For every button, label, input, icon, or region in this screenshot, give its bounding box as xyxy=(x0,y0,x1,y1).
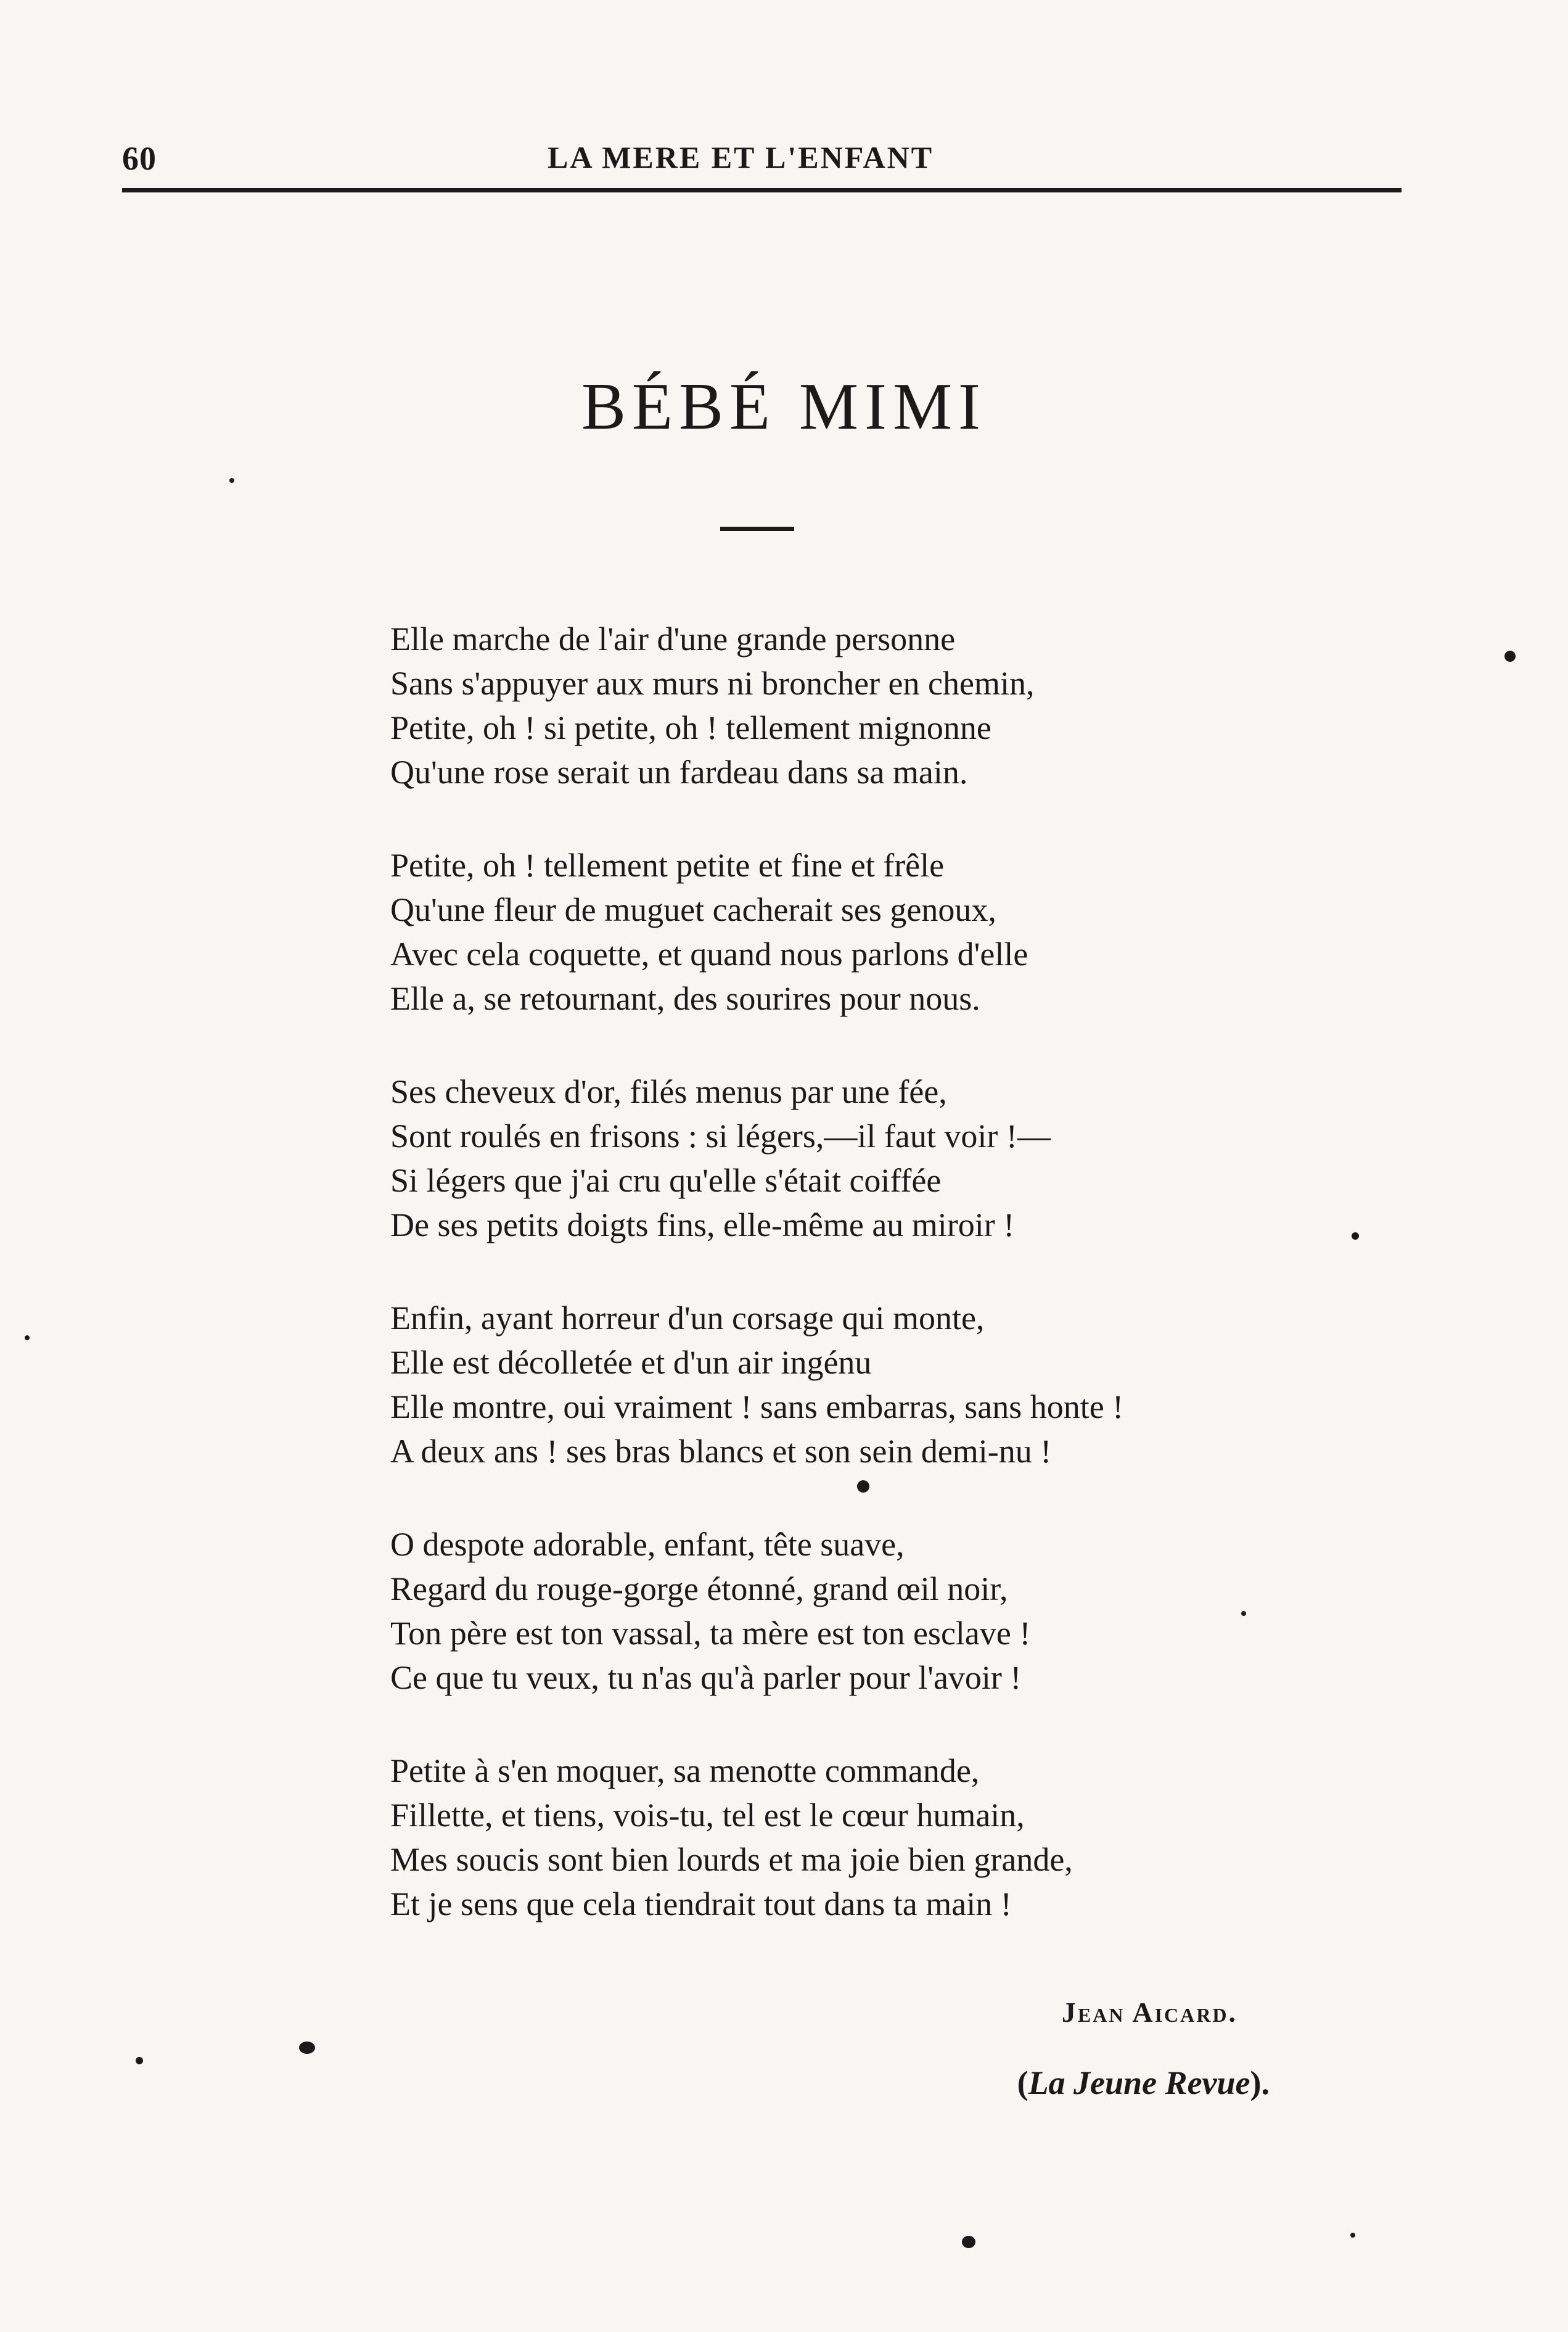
poem-line: Elle montre, oui vraiment ! sans embarras, sans honte ! xyxy=(390,1388,1124,1425)
poem-line: Enfin, ayant horreur d'un corsage qui monte, xyxy=(390,1300,985,1337)
poem-line: Ce que tu veux, tu n'as qu'à parler pour l'avoir ! xyxy=(390,1659,1022,1696)
stanza xyxy=(390,617,1315,794)
poem-line: Elle marche de l'air d'une grande personne xyxy=(390,620,956,657)
poem-body xyxy=(390,617,1315,1975)
title-divider xyxy=(720,527,794,531)
poem-line: Sont roulés en frisons : si légers,—il faut voir !— xyxy=(390,1118,1051,1155)
poem-title: BÉBÉ MIMI xyxy=(581,370,987,443)
scan-speck xyxy=(299,2042,315,2054)
scan-speck xyxy=(25,1335,30,1340)
poem-line: Et je sens que cela tiendrait tout dans ta main ! xyxy=(390,1885,1012,1922)
poem-line: Ton père est ton vassal, ta mère est ton esclave ! xyxy=(390,1615,1031,1652)
source-close: ). xyxy=(1250,2064,1270,2101)
poem-line: Petite, oh ! tellement petite et fine et frêle xyxy=(390,847,945,884)
poem-line: Sans s'appuyer aux murs ni broncher en chemin, xyxy=(390,665,1035,702)
header-rule xyxy=(122,188,1402,192)
stanza xyxy=(390,1069,1315,1247)
scan-speck xyxy=(1350,2233,1355,2238)
poem-line: Fillette, et tiens, vois-tu, tel est le cœur humain, xyxy=(390,1797,1025,1834)
scan-speck xyxy=(229,478,234,483)
scan-speck xyxy=(1352,1232,1359,1240)
scan-speck xyxy=(962,2236,975,2248)
poem-line: Elle a, se retournant, des sourires pour nous. xyxy=(390,980,980,1017)
poem-line: O despote adorable, enfant, tête suave, xyxy=(390,1526,905,1563)
poem-line: A deux ans ! ses bras blancs et son sein demi-nu ! xyxy=(390,1433,1052,1470)
scan-speck xyxy=(1504,651,1516,662)
poem-line: Ses cheveux d'or, filés menus par une fée, xyxy=(390,1073,947,1110)
source-title: La Jeune Revue xyxy=(1028,2064,1250,2101)
source-citation xyxy=(1017,2064,1270,2102)
scan-speck xyxy=(136,2057,143,2064)
source-open: ( xyxy=(1017,2064,1028,2101)
stanza xyxy=(390,843,1315,1021)
stanza xyxy=(390,1749,1315,1926)
poem-line: Qu'une rose serait un fardeau dans sa main. xyxy=(390,754,968,791)
stanza xyxy=(390,1522,1315,1700)
scan-speck xyxy=(1241,1611,1246,1616)
running-title: LA MERE ET L'ENFANT xyxy=(548,140,934,175)
author-signature: Jean Aicard. xyxy=(1061,1996,1238,2028)
poem-line: Avec cela coquette, et quand nous parlons d'elle xyxy=(390,936,1028,973)
page-number: 60 xyxy=(122,140,157,177)
page-header xyxy=(122,136,1398,179)
poem-line: Mes soucis sont bien lourds et ma joie bien grande, xyxy=(390,1841,1073,1878)
poem-line: Petite, oh ! si petite, oh ! tellement mignonne xyxy=(390,709,991,746)
poem-line: Regard du rouge-gorge étonné, grand œil noir, xyxy=(390,1570,1008,1607)
scan-speck xyxy=(857,1480,869,1493)
poem-line: Elle est décolletée et d'un air ingénu xyxy=(390,1344,872,1381)
poem-line: Si légers que j'ai cru qu'elle s'était coiffée xyxy=(390,1162,942,1199)
stanza xyxy=(390,1296,1315,1473)
poem-line: Qu'une fleur de muguet cacherait ses genoux, xyxy=(390,891,996,928)
poem-line: Petite à s'en moquer, sa menotte commande, xyxy=(390,1752,980,1789)
poem-line: De ses petits doigts fins, elle-même au miroir ! xyxy=(390,1206,1015,1243)
